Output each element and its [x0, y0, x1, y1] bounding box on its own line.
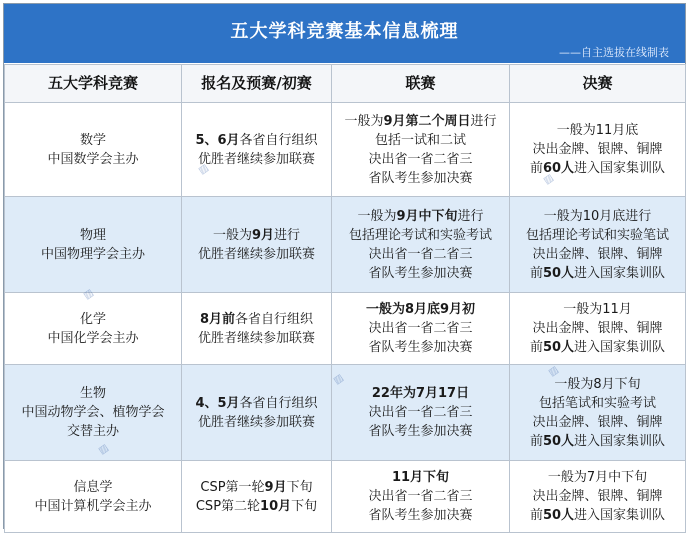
highlight-text: 50人	[542, 265, 575, 281]
cell-line: 决出金牌、银牌、铜牌	[532, 414, 663, 430]
cell-line: 一般为10月底进行	[543, 208, 652, 224]
cell-line: 前50人进入国家集训队	[529, 340, 666, 355]
cell-line: 决出省一省二省三	[368, 321, 473, 336]
cell-line: 决出金牌、银牌、铜牌	[532, 142, 663, 157]
cell-line: 前50人进入国家集训队	[529, 265, 666, 281]
cell-line: 前50人进入国家集训队	[529, 508, 666, 523]
organizer-text: 中国数学会主办	[47, 151, 139, 167]
title-banner	[4, 4, 685, 63]
cell-line: 前50人进入国家集训队	[529, 433, 666, 449]
highlight-text: 50人	[542, 508, 575, 523]
subject-cell	[5, 365, 182, 461]
cell-line: 一般为8月下旬	[554, 376, 641, 392]
cell-line: 省队考生参加决赛	[368, 170, 473, 186]
watermark: ▨	[96, 442, 111, 457]
highlight-text: 4、5月	[195, 395, 240, 411]
table-row	[5, 103, 686, 197]
cell-line: 一般为7月中下旬	[547, 470, 648, 485]
subject-name: 数学	[79, 132, 106, 148]
watermark: ▨	[546, 364, 561, 379]
highlight-text: 11月下旬	[391, 470, 450, 485]
subject-name: 物理	[79, 227, 106, 243]
cell-line: 决出省一省二省三	[368, 151, 473, 167]
cell-line	[334, 384, 507, 403]
table-row	[5, 365, 686, 461]
cell-line: 一般为11月底	[556, 123, 639, 138]
subject-cell	[5, 461, 182, 533]
highlight-text: 50人	[542, 340, 575, 355]
highlight-text: 8月前	[199, 311, 236, 327]
cell-line: 决出金牌、银牌、铜牌	[532, 246, 663, 262]
league-cell	[332, 365, 510, 461]
cell-line	[334, 468, 507, 487]
subject-name: 生物	[79, 386, 106, 401]
subject-name: 信息学	[73, 479, 113, 495]
league-cell	[332, 197, 510, 293]
cell-line: 决出省一省二省三	[368, 489, 473, 504]
credit-line: ——自主选拔在线制表	[559, 46, 669, 59]
watermark: ▨	[541, 172, 556, 187]
column-header-final: 决赛	[510, 65, 686, 103]
cell-line: 省队考生参加决赛	[368, 508, 473, 523]
final-cell	[510, 197, 686, 293]
league-cell	[332, 103, 510, 197]
organizer-text: 中国物理学会主办	[40, 246, 145, 262]
table-row	[5, 197, 686, 293]
highlight-text: 9月第二个周日	[383, 113, 471, 129]
final-cell	[510, 103, 686, 197]
watermark: ▨	[331, 372, 346, 387]
league-cell	[332, 461, 510, 533]
highlight-text: 60人	[542, 161, 575, 176]
cell-line: 5、6月各省自行组织	[195, 132, 318, 148]
page-title: 五大学科竞赛基本信息梳理	[230, 21, 459, 42]
cell-line: 4、5月各省自行组织	[195, 395, 318, 411]
watermark: ▨	[196, 162, 211, 177]
cell-line: 包括一试和二试	[374, 132, 466, 148]
cell-line: 包括理论考试和实验笔试	[525, 227, 669, 243]
cell-line: 优胜者继续参加联赛	[197, 414, 315, 430]
prelim-cell	[182, 461, 332, 533]
column-header-prelim: 报名及预赛/初赛	[182, 65, 332, 103]
prelim-cell	[182, 197, 332, 293]
cell-line: 优胜者继续参加联赛	[197, 330, 315, 346]
column-header-subject: 五大学科竞赛	[5, 65, 182, 103]
info-sheet	[3, 3, 686, 529]
cell-line: 包括笔试和实验考试	[538, 395, 656, 411]
league-cell	[332, 293, 510, 365]
cell-line: 一般为11月	[563, 302, 632, 317]
cell-line: 省队考生参加决赛	[368, 424, 473, 439]
organizer-text: 中国动物学会、植物学会	[21, 405, 165, 420]
table-row	[5, 461, 686, 533]
highlight-text: 一般为8月底9月初	[365, 302, 476, 317]
highlight-text: 9月	[251, 227, 275, 243]
cell-line: 一般为9月第二个周日进行	[344, 113, 497, 129]
cell-line: 决出金牌、银牌、铜牌	[532, 321, 663, 336]
cell-line: 决出省一省二省三	[368, 405, 473, 420]
subject-cell	[5, 293, 182, 365]
prelim-cell	[182, 103, 332, 197]
prelim-cell	[182, 293, 332, 365]
highlight-text: 10月	[260, 498, 292, 514]
competition-table	[4, 64, 686, 533]
highlight-text: 50人	[542, 433, 575, 449]
cell-line: 决出省一省二省三	[368, 246, 473, 262]
organizer-text: 中国计算机学会主办	[34, 498, 152, 514]
column-header-league: 联赛	[332, 65, 510, 103]
highlight-text: 9月	[264, 479, 287, 495]
cell-line: 优胜者继续参加联赛	[197, 151, 315, 167]
highlight-text: 5、6月	[195, 132, 240, 148]
final-cell	[510, 293, 686, 365]
cell-line: 一般为9月中下旬进行	[357, 208, 484, 224]
subject-cell	[5, 103, 182, 197]
cell-line: 前60人进入国家集训队	[529, 161, 666, 176]
cell-line: CSP第一轮9月下旬	[200, 479, 313, 495]
table-row	[5, 293, 686, 365]
header-row	[5, 65, 686, 103]
cell-line: 包括理论考试和实验考试	[348, 227, 492, 243]
cell-line: 8月前各省自行组织	[199, 311, 314, 327]
cell-line: 优胜者继续参加联赛	[197, 246, 315, 262]
cell-line: 省队考生参加决赛	[368, 265, 473, 281]
cell-line	[334, 300, 507, 319]
watermark: ▨	[81, 287, 96, 302]
organizer-text: 中国化学会主办	[47, 330, 139, 346]
subject-name: 化学	[79, 311, 106, 327]
cell-line: CSP第二轮10月下旬	[195, 498, 318, 514]
subject-cell	[5, 197, 182, 293]
cell-line: 决出金牌、银牌、铜牌	[532, 489, 663, 504]
cell-line: 省队考生参加决赛	[368, 340, 473, 355]
highlight-text: 9月中下旬	[396, 208, 458, 224]
highlight-text: 22年为7月17日	[371, 386, 470, 401]
prelim-cell	[182, 365, 332, 461]
final-cell	[510, 365, 686, 461]
organizer-text: 交替主办	[66, 424, 119, 439]
cell-line: 一般为9月进行	[212, 227, 301, 243]
final-cell	[510, 461, 686, 533]
